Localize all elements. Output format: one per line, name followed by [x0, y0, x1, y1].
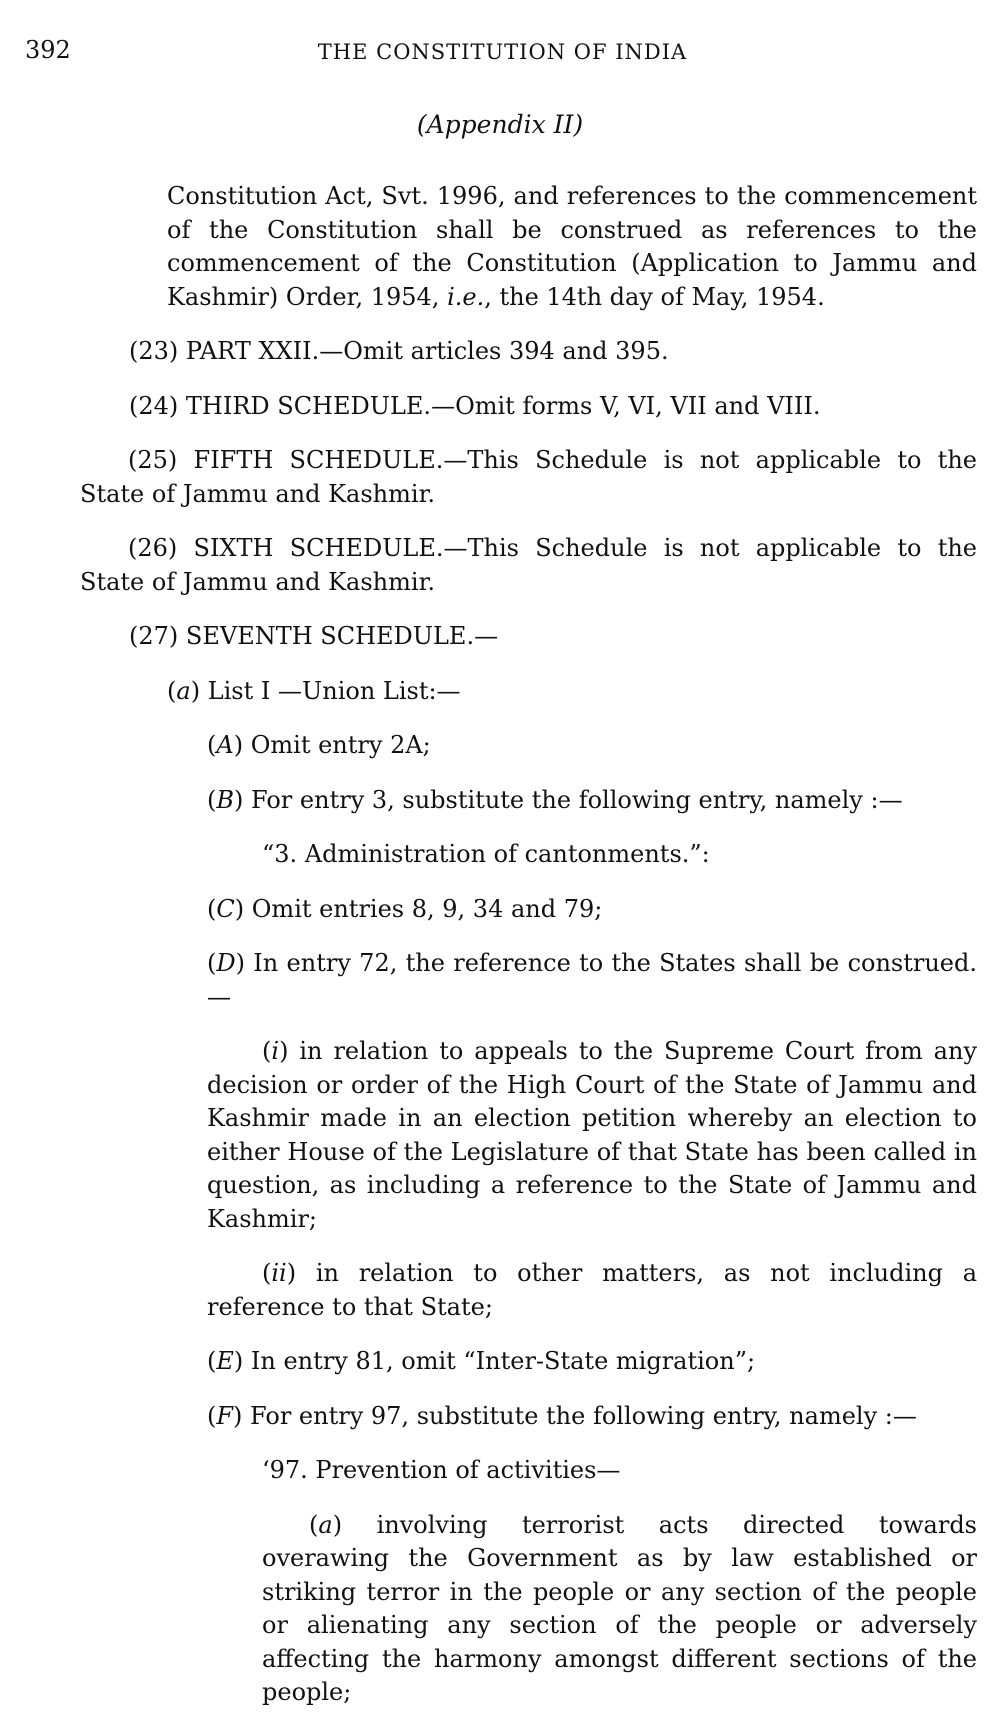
- clause-24: (24) THIRD SCHEDULE.—Omit forms V, VI, VII and VIII.: [129, 391, 821, 420]
- sub-clause-a: (a) List I —Union List:—: [167, 676, 461, 705]
- item-text: Omit entries 8, 9, 34 and 79;: [244, 894, 603, 923]
- item-F-a: (a) involving terrorist acts directed towards overawing the Government as by law established or striking terror in the people or any section of the people or alienating any section of the people or adversely affecting the harmony amongst different sections of the people;: [262, 1510, 977, 1706]
- item-F-quote: ‘97. Prevention of activities—: [262, 1456, 621, 1484]
- item-label: D: [216, 949, 236, 977]
- continued-paragraph: [0, 180, 1000, 314]
- paragraph-text: , the 14th day of May, 1954.: [484, 282, 825, 311]
- paragraph-text-italic: i.e.: [447, 282, 485, 311]
- item-label: A: [216, 731, 234, 759]
- item-D: (D) In entry 72, the reference to the States shall be construed.—: [207, 949, 977, 1011]
- item-B: (B) For entry 3, substitute the following entry, namely :—: [207, 785, 903, 814]
- item-text: Omit entry 2A;: [243, 731, 431, 759]
- clause-27: (27) SEVENTH SCHEDULE.—: [129, 622, 499, 650]
- item-text: For entry 97, substitute the following entry, namely :—: [242, 1401, 917, 1430]
- item-label: E: [216, 1347, 234, 1375]
- item-text: In entry 81, omit “Inter-State migration”;: [243, 1347, 756, 1375]
- item-B-quote: “3. Administration of cantonments.”:: [262, 840, 710, 868]
- page-number: 392: [25, 36, 71, 64]
- item-label: B: [216, 785, 235, 814]
- item-text: involving terrorist acts directed towards overawing the Government as by law established or striking terror in the people or any section of the people or alienating any section of the people or adversely affecting the harmony amongst different sections of the people;: [262, 1510, 977, 1706]
- clause-23: (23) PART XXII.—Omit articles 394 and 395.: [129, 337, 669, 365]
- sub-clause-text: List I —Union List:—: [200, 676, 461, 705]
- document-body: [0, 180, 1000, 1731]
- item-label: a: [318, 1510, 333, 1539]
- clause-25: (25) FIFTH SCHEDULE.—This Schedule is not applicable to the State of Jammu and Kashmir.: [80, 446, 977, 508]
- item-D-i: (i) in relation to appeals to the Supreme Court from any decision or order of the High Court of the State of Jammu and Kashmir made in an election petition whereby an election to either House of the Legislature of that State has been called in question, as including a reference to the State of Jammu and Kashmir;: [207, 1037, 977, 1233]
- paragraph-text: Constitution Act, Svt. 1996, and references to the commencement of the Constitution shall be construed as references to the commencement of the Constitution (Application to Jammu and Kashmir) Order, 1954,: [167, 182, 977, 311]
- item-D-ii: (ii) in relation to other matters, as not including a reference to that State;: [207, 1259, 977, 1321]
- item-text: For entry 3, substitute the following entry, namely :—: [243, 785, 903, 814]
- item-A: (A) Omit entry 2A;: [207, 731, 431, 759]
- sub-clause-label: a: [176, 676, 191, 705]
- item-label: F: [216, 1401, 234, 1430]
- clause-26: (26) SIXTH SCHEDULE.—This Schedule is not applicable to the State of Jammu and Kashmir.: [80, 534, 977, 596]
- running-head: THE CONSTITUTION OF INDIA: [317, 40, 688, 64]
- item-text: in relation to other matters, as not including a reference to that State;: [207, 1259, 977, 1321]
- item-text: in relation to appeals to the Supreme Court from any decision or order of the High Court of the State of Jammu and Kashmir made in an election petition whereby an election to either House of the Legislature of that State has been called in question, as including a reference to the State of Jammu and Kashmir;: [207, 1037, 977, 1233]
- item-label: i: [271, 1037, 280, 1065]
- item-E: (E) In entry 81, omit “Inter-State migration”;: [207, 1347, 756, 1375]
- item-C: (C) Omit entries 8, 9, 34 and 79;: [207, 894, 603, 923]
- item-label: ii: [271, 1259, 287, 1287]
- item-label: C: [216, 894, 235, 923]
- item-F: (F) For entry 97, substitute the following entry, namely :—: [207, 1401, 917, 1430]
- appendix-label: (Appendix II): [416, 110, 584, 139]
- item-text: In entry 72, the reference to the States shall be construed.—: [207, 949, 977, 1011]
